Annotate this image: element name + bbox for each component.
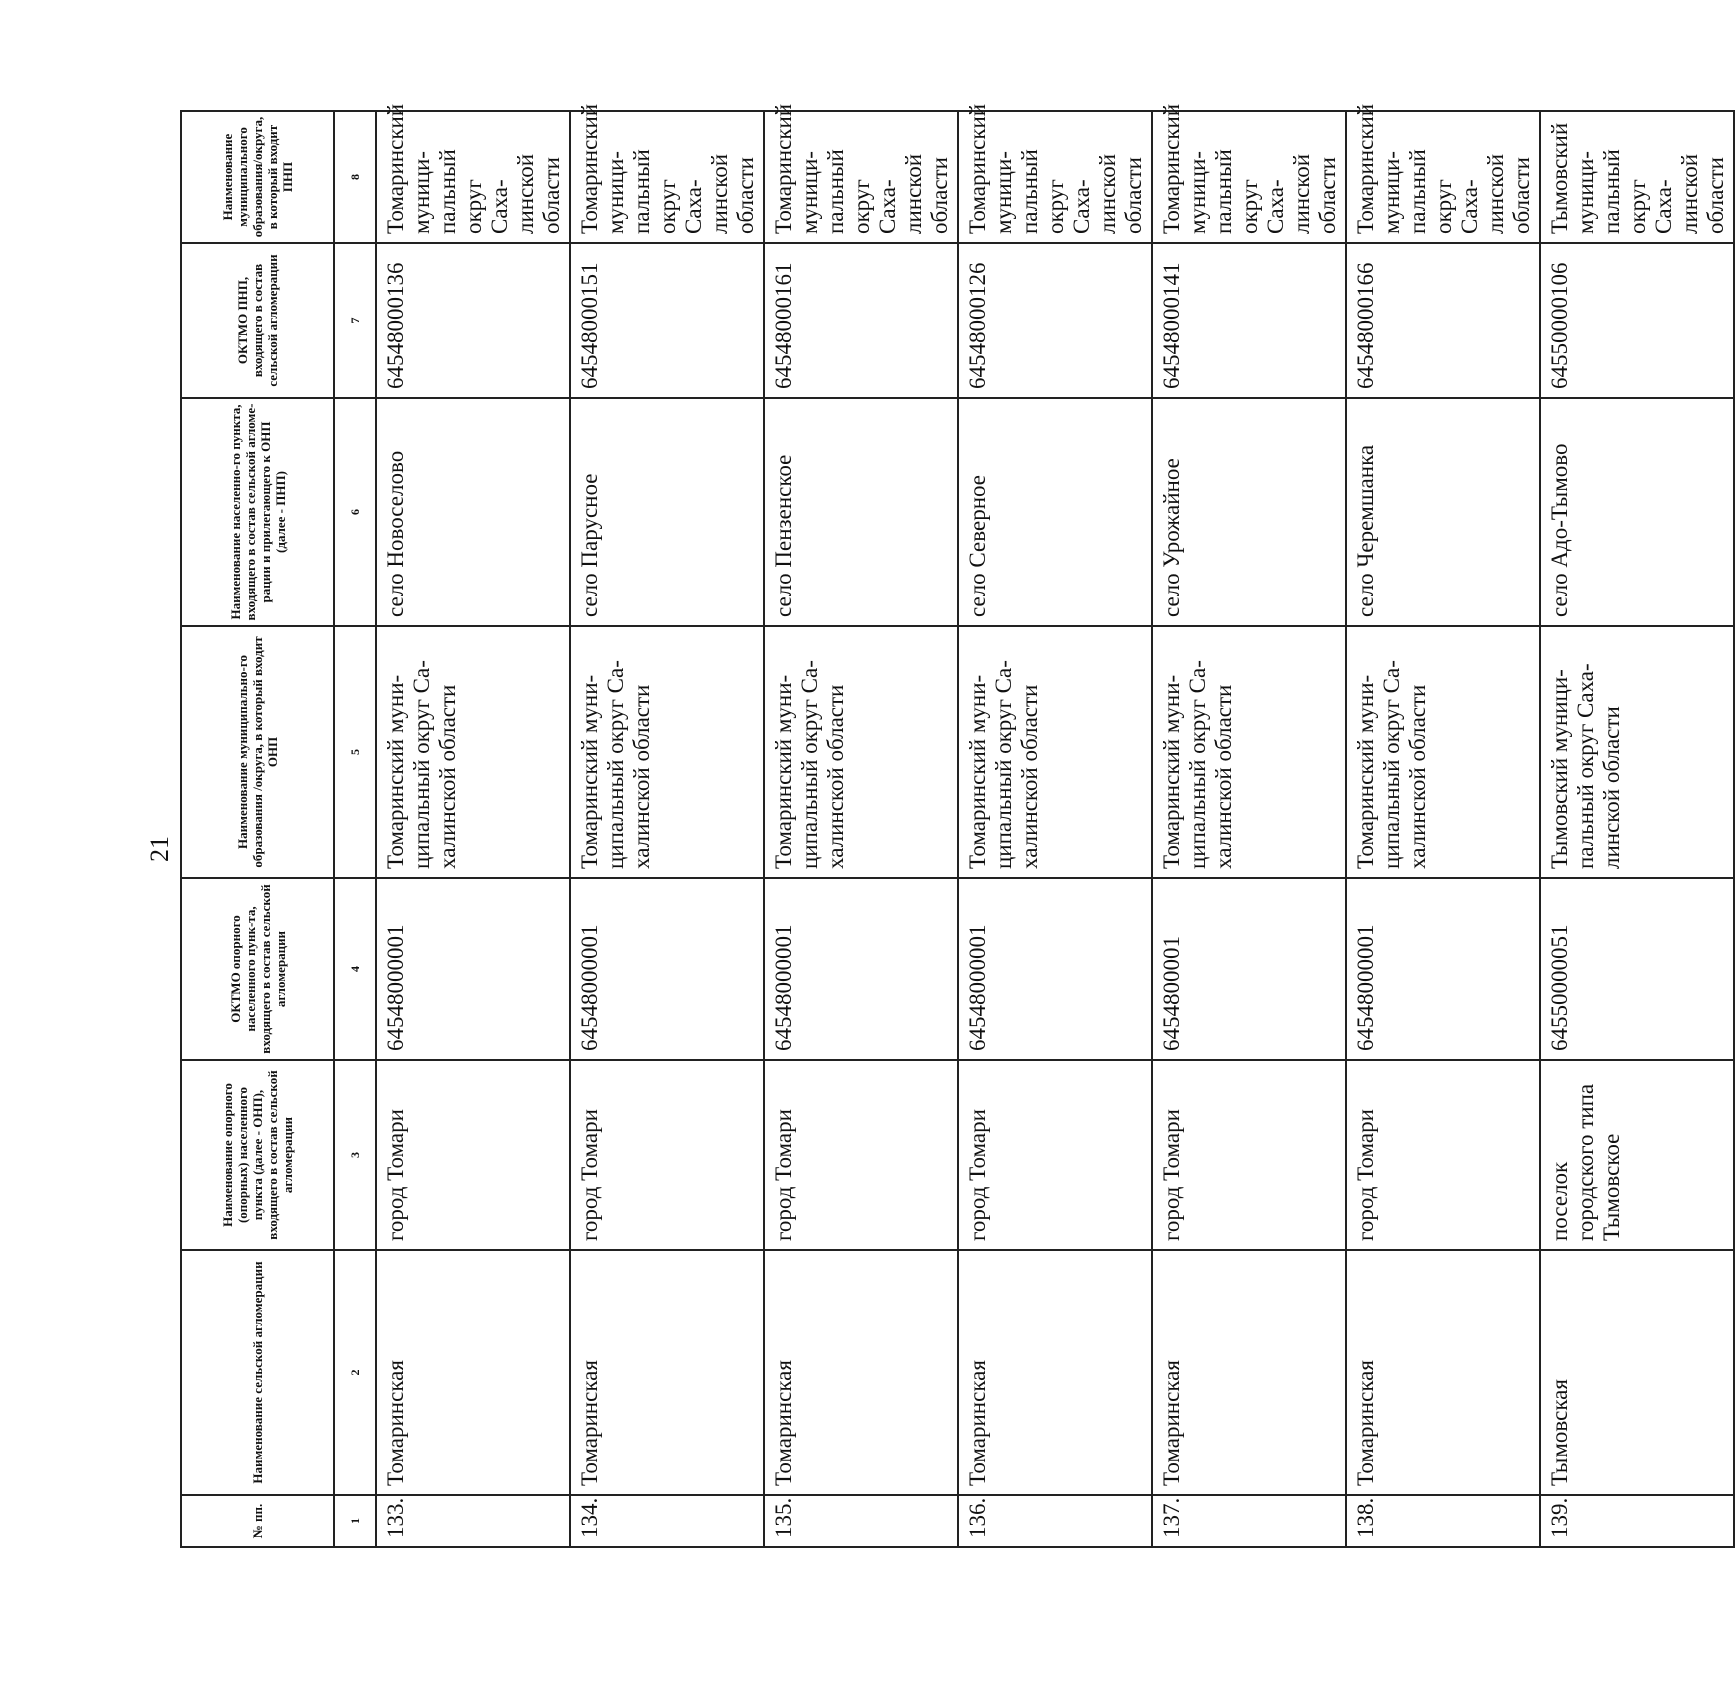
column-number: 5 <box>334 626 376 878</box>
column-number: 4 <box>334 878 376 1060</box>
onp-name: город Томари <box>376 1060 570 1250</box>
column-number: 3 <box>334 1060 376 1250</box>
onp-oktmo: 64548000001 <box>376 878 570 1060</box>
agglomeration-name: Томаринская <box>764 1250 958 1495</box>
pnp-municipality: Томаринский муници- пальный округ Саха- линской области <box>570 111 764 243</box>
header-cell: ОКТМО опорного населенного пунк-та, входящего в состав сельской агломерации <box>181 878 334 1060</box>
agglomeration-name: Томаринская <box>958 1250 1152 1495</box>
pnp-municipality: Томаринский муници- пальный округ Саха- линской области <box>376 111 570 243</box>
page-number: 21 <box>145 836 174 862</box>
pnp-municipality: Томаринский муници- пальный округ Саха- линской области <box>958 111 1152 243</box>
header-cell: Наименование населенно-го пункта, входящего в состав сельской агломе-рации и прилегающего к ОНП (далее - ПНП) <box>181 398 334 626</box>
agglomeration-name: Томаринская <box>570 1250 764 1495</box>
agglomeration-table <box>180 103 1735 1548</box>
onp-oktmo: 6454800001 <box>1152 878 1346 1060</box>
onp-name: город Томари <box>1346 1060 1540 1250</box>
pnp-municipality: Тымовский муници- пальный округ Саха- линской области <box>1540 111 1734 243</box>
header-cell: Наименование муниципально-го образования /округа, в который входит ОНП <box>181 626 334 878</box>
header-cell: Наименование опорного (опорных) населенного пункта (далее - ОНП), входящего в состав сельской агломерации <box>181 1060 334 1250</box>
onp-name: город Томари <box>764 1060 958 1250</box>
column-number: 2 <box>334 1250 376 1495</box>
pnp-name: село Северное <box>958 398 1152 626</box>
onp-name: город Томари <box>958 1060 1152 1250</box>
column-number: 1 <box>334 1495 376 1547</box>
pnp-oktmo: 64548000166 <box>1346 243 1540 398</box>
row-number: 133. <box>376 1495 570 1547</box>
pnp-oktmo: 64548000136 <box>376 243 570 398</box>
onp-municipality: Томаринский муни- ципальный округ Са- халинской области <box>958 626 1152 878</box>
agglomeration-name: Тымовская <box>1540 1250 1734 1495</box>
header-cell: Наименование муниципального образования/округа, в который входит ПНП <box>181 111 334 243</box>
onp-name: поселок городского типа Тымовское <box>1540 1060 1734 1250</box>
pnp-municipality: Томаринский муници- пальный округ Саха- линской области <box>1152 111 1346 243</box>
onp-oktmo: 64548000001 <box>1346 878 1540 1060</box>
onp-municipality: Томаринский муни- ципальный округ Са- халинской области <box>1346 626 1540 878</box>
pnp-name: село Пензенское <box>764 398 958 626</box>
table-row <box>958 111 1152 1547</box>
pnp-name: село Черемшанка <box>1346 398 1540 626</box>
pnp-name: село Парусное <box>570 398 764 626</box>
column-number: 8 <box>334 111 376 243</box>
onp-municipality: Томаринский муни- ципальный округ Са- халинской области <box>570 626 764 878</box>
row-number: 136. <box>958 1495 1152 1547</box>
row-number: 135. <box>764 1495 958 1547</box>
onp-municipality: Томаринский муни- ципальный округ Са- халинской области <box>376 626 570 878</box>
table-row <box>1540 111 1734 1547</box>
pnp-name: село Адо-Тымово <box>1540 398 1734 626</box>
header-cell: ОКТМО ПНП, входящего в состав сельской агломерации <box>181 243 334 398</box>
onp-oktmo: 64548000001 <box>958 878 1152 1060</box>
row-number: 138. <box>1346 1495 1540 1547</box>
pnp-name: село Новоселово <box>376 398 570 626</box>
column-number: 6 <box>334 398 376 626</box>
pnp-name: село Урожайное <box>1152 398 1346 626</box>
pnp-municipality: Томаринский муници- пальный округ Саха- линской области <box>764 111 958 243</box>
onp-name: город Томари <box>1152 1060 1346 1250</box>
onp-name: город Томари <box>570 1060 764 1250</box>
table-row <box>1152 111 1346 1547</box>
onp-oktmo: 64548000001 <box>570 878 764 1060</box>
onp-municipality: Томаринский муни- ципальный округ Са- халинской области <box>1152 626 1346 878</box>
table-row <box>764 111 958 1547</box>
pnp-municipality: Томаринский муници- пальный округ Саха- линской области <box>1346 111 1540 243</box>
table-row <box>376 111 570 1547</box>
agglomeration-name: Томаринская <box>1346 1250 1540 1495</box>
header-cell: № пп. <box>181 1495 334 1547</box>
table-row <box>1346 111 1540 1547</box>
header-cell: Наименование сельской агломерации <box>181 1250 334 1495</box>
onp-oktmo: 64548000001 <box>764 878 958 1060</box>
pnp-oktmo: 64548000126 <box>958 243 1152 398</box>
table-header-row <box>181 111 334 1547</box>
column-numbers-row <box>334 111 376 1547</box>
agglomeration-name: Томаринская <box>376 1250 570 1495</box>
onp-municipality: Томаринский муни- ципальный округ Са- халинской области <box>764 626 958 878</box>
onp-municipality: Тымовский муници- пальный округ Саха- линской области <box>1540 626 1734 878</box>
onp-oktmo: 64550000051 <box>1540 878 1734 1060</box>
pnp-oktmo: 64548000161 <box>764 243 958 398</box>
column-number: 7 <box>334 243 376 398</box>
row-number: 137. <box>1152 1495 1346 1547</box>
table-row <box>570 111 764 1547</box>
agglomeration-name: Томаринская <box>1152 1250 1346 1495</box>
pnp-oktmo: 64548000141 <box>1152 243 1346 398</box>
pnp-oktmo: 64548000151 <box>570 243 764 398</box>
row-number: 139. <box>1540 1495 1734 1547</box>
row-number: 134. <box>570 1495 764 1547</box>
pnp-oktmo: 64550000106 <box>1540 243 1734 398</box>
